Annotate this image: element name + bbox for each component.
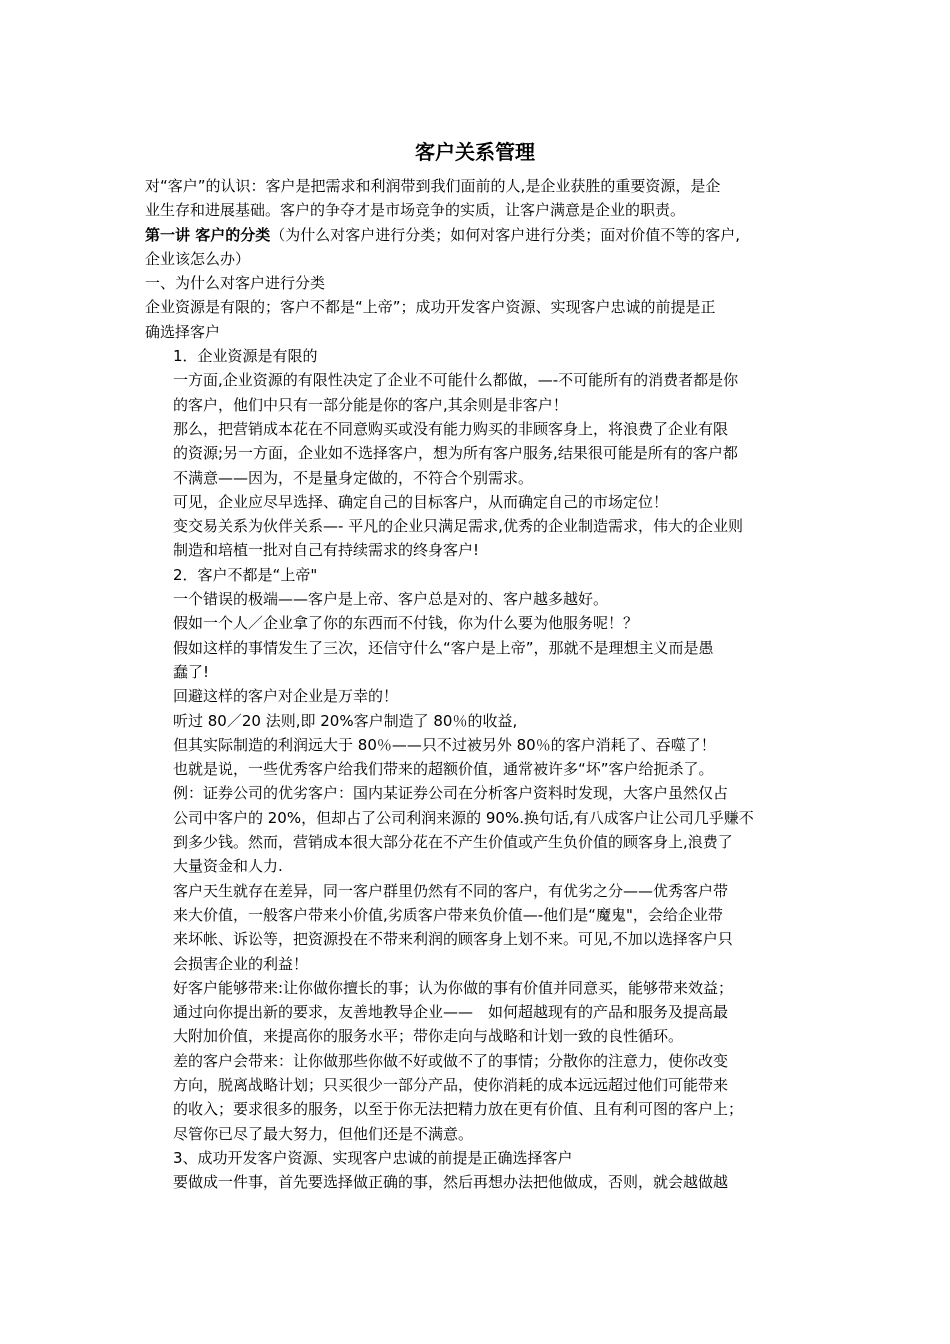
text-line: 假如这样的事情发生了三次，还信守什么“客户是上帝”，那就不是理想主义而是愚 [173,638,714,657]
document-title: 客户关系管理 [415,140,535,164]
text-line: 一个错误的极端——客户是上帝、客户总是对的、客户越多越好。 [173,590,609,609]
text-line: 企业资源是有限的；客户不都是“上帝”；成功开发客户资源、实现客户忠诚的前提是正 [145,298,716,317]
lecture-heading: 第一讲 客户的分类 [145,225,271,244]
text-line [145,223,805,247]
text-line: 也就是说，一些优秀客户给我们带来的超额价值，通常被许多“坏”客户给扼杀了。 [173,760,714,779]
text-line: 方向，脱离战略计划；只买很少一部分产品，使你消耗的成本远远超过他们可能带来 [173,1075,729,1094]
text-line: 公司中客户的 20%，但却占了公司利润来源的 90%.换句话,有八成客户让公司几乎赚不 [173,808,754,827]
text-line: 确选择客户 [145,322,221,341]
text-line: 的资源;另一方面，企业如不选择客户，想为所有客户服务,结果很可能是所有的客户都 [173,444,738,463]
text-line: 回避这样的客户对企业是万幸的！ [173,687,399,706]
text-line: 3、成功开发客户资源、实现客户忠诚的前提是正确选择客户 [173,1148,573,1167]
text-line: 制造和培植一批对自己有持续需求的终身客户! [173,541,480,560]
text-line: 的客户，他们中只有一部分能是你的客户,其余则是非客户！ [173,395,568,414]
text-line: 通过向你提出新的要求，友善地教导企业—— 如何超越现有的产品和服务及提高最 [173,1003,729,1022]
text-line: 到多少钱。然而，营销成本很大部分花在不产生价值或产生负价值的顾客身上,浪费了 [173,833,733,852]
text-line: 企业该怎么办） [145,249,251,268]
text-line: 对“客户”的认识：客户是把需求和利润带到我们面前的人,是企业获胜的重要资源，是企 [145,177,721,195]
document-body [145,174,805,1194]
text-line: 的收入；要求很多的服务，以至于你无法把精力放在更有价值、且有利可图的客户上； [173,1100,744,1119]
text-line: 假如一个人／企业拿了你的东西而不付钱，你为什么要为他服务呢！？ [173,614,639,633]
lecture-heading-note: （为什么对客户进行分类；如何对客户进行分类；面对价值不等的客户, [270,225,741,244]
text-line: 不满意——因为，不是量身定做的，不符合个别需求。 [173,468,534,487]
text-line: 1．企业资源是有限的 [173,347,318,366]
text-line: 蠢了! [173,662,210,681]
text-line: 可见，企业应尽早选择、确定自己的目标客户，从而确定自己的市场定位！ [173,492,669,511]
text-line: 那么，把营销成本花在不同意购买或没有能力购买的非顾客身上，将浪费了企业有限 [173,419,729,438]
text-line: 业生存和进展基础。客户的争夺才是市场竞争的实质，让客户满意是企业的职责。 [145,201,686,220]
text-line: 2．客户不都是“上帝" [173,565,318,584]
text-line: 尽管你已尽了最大努力，但他们还是不满意。 [173,1124,474,1143]
text-line: 变交易关系为伙伴关系—- 平凡的企业只满足需求,优秀的企业制造需求，伟大的企业则 [173,517,743,536]
text-line: 例：证券公司的优劣客户：国内某证券公司在分析客户资料时发现，大客户虽然仅占 [173,784,729,803]
text-line: 来大价值，一般客户带来小价值,劣质客户带来负价值—-他们是“魔鬼"，会给企业带 [173,905,723,924]
text-line: 一方面,企业资源的有限性决定了企业不可能什么都做，—-不可能所有的消费者都是你 [173,371,739,390]
text-line: 但其实际制造的利润远大于 80％——只不过被另外 80％的客户消耗了、吞噬了！ [173,735,716,754]
text-line: 大附加价值，来提高你的服务水平；带你走向与战略和计划一致的良性循环。 [173,1027,684,1046]
text-line: 差的客户会带来：让你做那些你做不好或做不了的事情；分散你的注意力，使你改变 [173,1051,729,1070]
text-line: 听过 80／20 法则,即 20%客户制造了 80％的收益, [173,711,518,730]
text-line: 大量资金和人力. [173,857,283,876]
text-line: 客户天生就存在差异，同一客户群里仍然有不同的客户，有优劣之分——优秀客户带 [173,881,729,900]
text-line: 来坏帐、诉讼等，把资源投在不带来利润的顾客身上划不来。可见,不加以选择客户只 [173,930,733,949]
text-line: 好客户能够带来:让你做你擅长的事；认为你做的事有价值并同意买，能够带来效益； [173,978,734,997]
text-line: 一、为什么对客户进行分类 [145,274,326,293]
text-line: 会损害企业的利益！ [173,954,309,973]
text-line: 要做成一件事，首先要选择做正确的事，然后再想办法把他做成，否则，就会越做越 [173,1173,729,1192]
